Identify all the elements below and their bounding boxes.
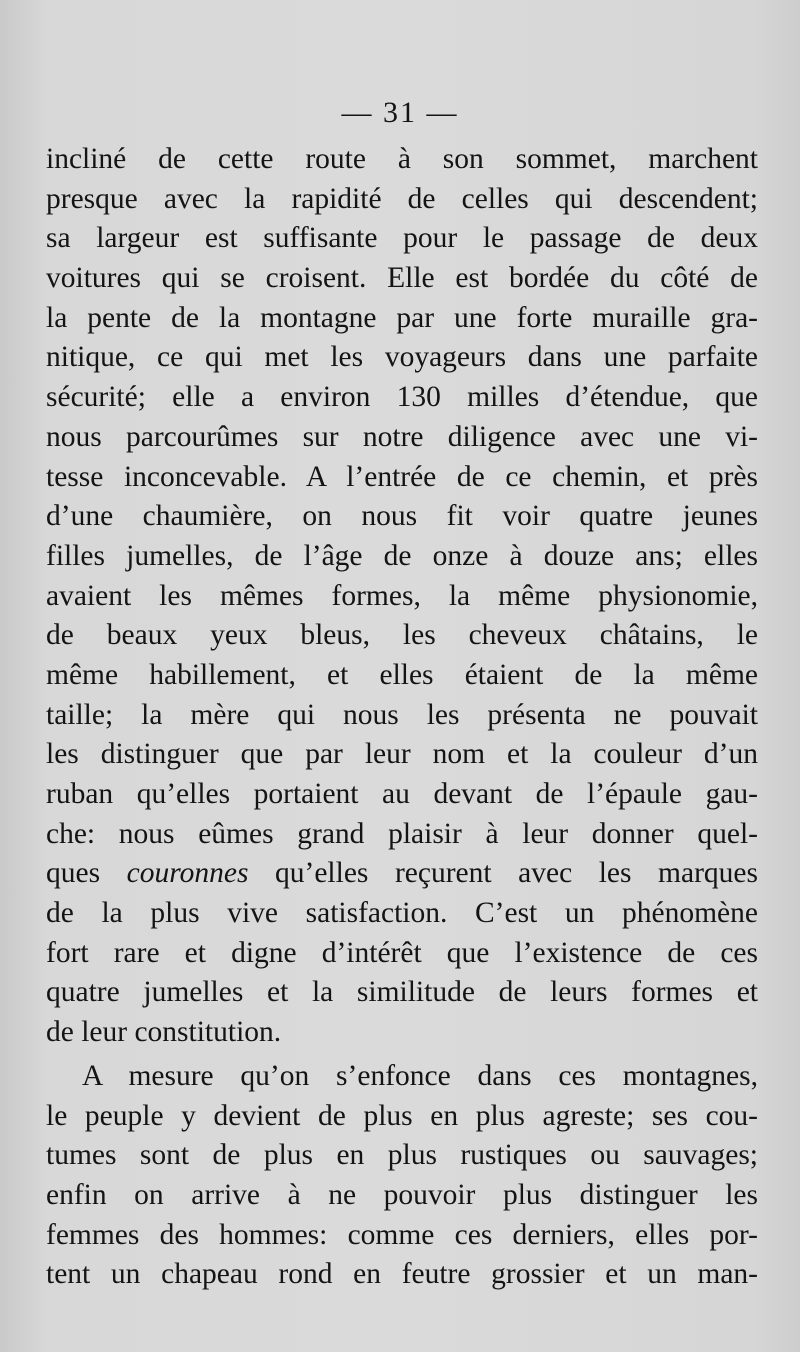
text-line: la pente de la montagne par une forte muraille gra- (46, 301, 758, 334)
page-number: — 31 — (341, 96, 459, 129)
text-line: tent un chapeau rond en feutre grossier et un man- (46, 1258, 758, 1291)
italic-word: couronnes (126, 857, 249, 890)
text-line: incliné de cette route à son sommet, marchent (46, 143, 758, 175)
paragraph-1 (46, 140, 758, 1053)
text-line: sa largeur est suffisante pour le passage de deux (46, 222, 758, 255)
text-line: femmes des hommes: comme ces derniers, elles por- (46, 1218, 758, 1251)
text-line: de beaux yeux bleus, les cheveux châtains, le (46, 619, 758, 652)
text-line: nitique, ce qui met les voyageurs dans une parfaite (46, 341, 758, 374)
text-line: sécurité; elle a environ 130 milles d’étendue, que (46, 381, 758, 414)
text-line: fort rare et digne d’intérêt que l’existence de ces (46, 936, 758, 969)
text-line: taille; la mère qui nous les présenta ne pouvait (46, 698, 758, 731)
text-line: A mesure qu’on s’enfonce dans ces montagnes, (82, 1059, 758, 1092)
text-line: d’une chaumière, on nous fit voir quatre jeunes (46, 500, 758, 533)
text-line: avaient les mêmes formes, la même physionomie, (46, 579, 758, 612)
text-line: même habillement, et elles étaient de la même (46, 658, 758, 691)
text-line-with-italic (46, 854, 758, 894)
text-span: qu’elles reçurent avec les marques (248, 857, 758, 890)
text-line: tesse inconcevable. A l’entrée de ce chemin, et près (46, 460, 758, 493)
text-line: quatre jumelles et la similitude de leurs formes et (46, 976, 758, 1009)
text-line: voitures qui se croisent. Elle est bordée du côté de (46, 262, 758, 295)
text-line: enfin on arrive à ne pouvoir plus distinguer les (46, 1178, 758, 1211)
paragraph-2 (46, 1057, 758, 1295)
text-line: filles jumelles, de l’âge de onze à douze ans; elles (46, 539, 758, 572)
text-line: les distinguer que par leur nom et la couleur d’un (46, 738, 758, 771)
text-span: ques (46, 857, 127, 890)
text-line: presque avec la rapidité de celles qui descendent; (46, 182, 758, 215)
text-line: nous parcourûmes sur notre diligence avec une vi- (46, 420, 758, 453)
text-line: tumes sont de plus en plus rustiques ou sauvages; (46, 1139, 758, 1172)
text-line: de la plus vive satisfaction. C’est un phénomène (46, 897, 758, 930)
text-line: le peuple y devient de plus en plus agreste; ses cou- (46, 1099, 758, 1132)
text-line: che: nous eûmes grand plaisir à leur donner quel- (46, 817, 758, 850)
text-line: de leur constitution. (46, 1016, 282, 1049)
text-block (46, 140, 758, 1295)
text-line: ruban qu’elles portaient au devant de l’épaule gau- (46, 778, 758, 810)
